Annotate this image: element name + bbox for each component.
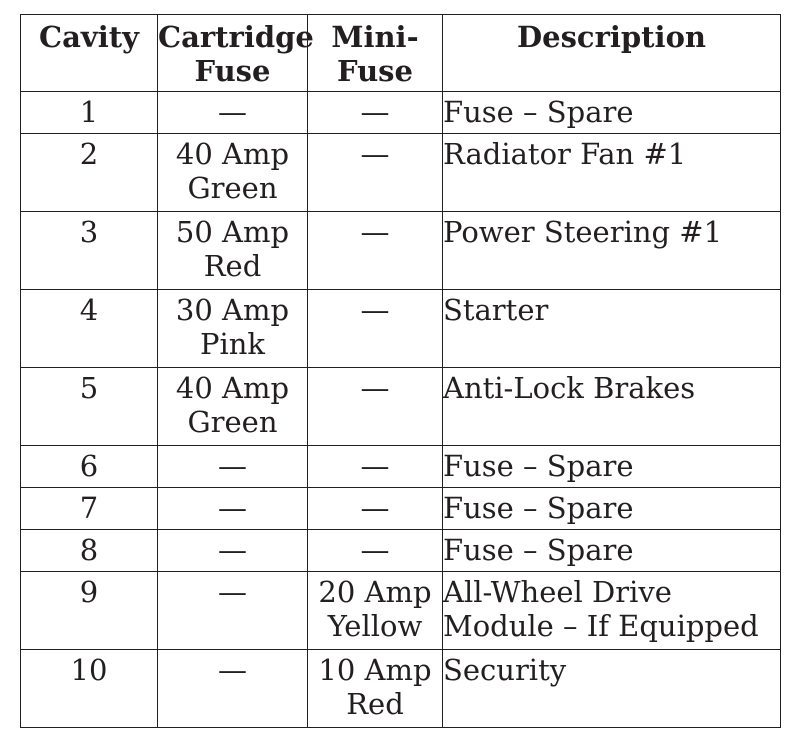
- mini-fuse-cell: 10 Amp Red: [308, 650, 443, 728]
- cartridge-fuse-cell: 30 Amp Pink: [158, 290, 308, 368]
- cartridge-fuse-cell: —: [158, 530, 308, 572]
- description-cell: Security: [443, 650, 781, 728]
- mini-fuse-cell: —: [308, 446, 443, 488]
- mini-fuse-cell: —: [308, 92, 443, 134]
- description-cell: Power Steering #1: [443, 212, 781, 290]
- cavity-cell: 2: [21, 134, 158, 212]
- cartridge-fuse-cell: —: [158, 446, 308, 488]
- description-cell: All-Wheel Drive Module – If Equipped: [443, 572, 781, 650]
- cavity-cell: 3: [21, 212, 158, 290]
- cavity-cell: 7: [21, 488, 158, 530]
- table-row: [21, 368, 781, 446]
- cartridge-fuse-cell: 50 Amp Red: [158, 212, 308, 290]
- table-row: [21, 572, 781, 650]
- table-row: [21, 446, 781, 488]
- mini-fuse-cell: —: [308, 530, 443, 572]
- table-row: [21, 530, 781, 572]
- description-cell: Fuse – Spare: [443, 530, 781, 572]
- cavity-cell: 5: [21, 368, 158, 446]
- description-cell: Fuse – Spare: [443, 446, 781, 488]
- header-cartridge-fuse: Cartridge Fuse: [158, 15, 308, 92]
- description-cell: Fuse – Spare: [443, 92, 781, 134]
- cavity-cell: 9: [21, 572, 158, 650]
- table-row: [21, 488, 781, 530]
- table-row: [21, 650, 781, 728]
- description-cell: Anti-Lock Brakes: [443, 368, 781, 446]
- table-header-row: [21, 15, 781, 92]
- header-mini-fuse: Mini- Fuse: [308, 15, 443, 92]
- cavity-cell: 4: [21, 290, 158, 368]
- cavity-cell: 10: [21, 650, 158, 728]
- description-cell: Radiator Fan #1: [443, 134, 781, 212]
- cavity-cell: 1: [21, 92, 158, 134]
- cartridge-fuse-cell: —: [158, 572, 308, 650]
- mini-fuse-cell: —: [308, 488, 443, 530]
- cavity-cell: 6: [21, 446, 158, 488]
- mini-fuse-cell: —: [308, 290, 443, 368]
- mini-fuse-cell: 20 Amp Yellow: [308, 572, 443, 650]
- table-row: [21, 92, 781, 134]
- header-description: Description: [443, 15, 781, 92]
- fuse-cavity-table: [20, 14, 781, 728]
- cartridge-fuse-cell: —: [158, 92, 308, 134]
- table-row: [21, 134, 781, 212]
- cartridge-fuse-cell: 40 Amp Green: [158, 134, 308, 212]
- cartridge-fuse-cell: —: [158, 650, 308, 728]
- mini-fuse-cell: —: [308, 368, 443, 446]
- table-row: [21, 212, 781, 290]
- cartridge-fuse-cell: 40 Amp Green: [158, 368, 308, 446]
- mini-fuse-cell: —: [308, 212, 443, 290]
- mini-fuse-cell: —: [308, 134, 443, 212]
- description-cell: Starter: [443, 290, 781, 368]
- cartridge-fuse-cell: —: [158, 488, 308, 530]
- header-cavity: Cavity: [21, 15, 158, 92]
- table-row: [21, 290, 781, 368]
- cavity-cell: 8: [21, 530, 158, 572]
- description-cell: Fuse – Spare: [443, 488, 781, 530]
